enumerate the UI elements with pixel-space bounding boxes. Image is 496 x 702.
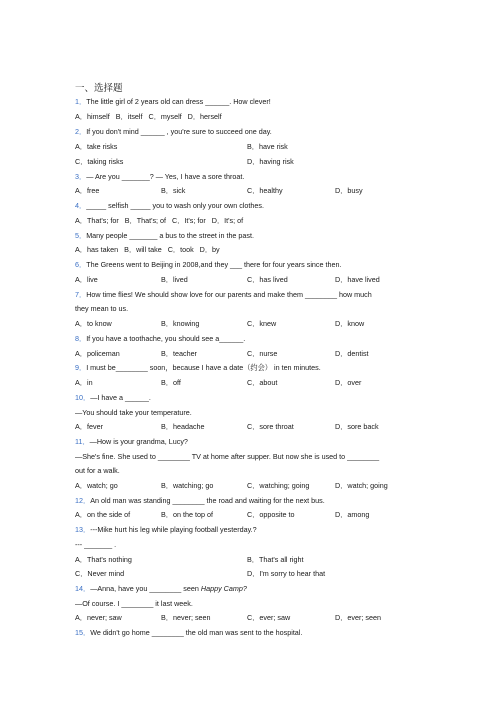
- question-13-stem-continued: --- _______ .: [75, 540, 117, 549]
- question-13-stem: 13．---Mike hurt his leg while playing football yesterday.?: [75, 525, 257, 534]
- question-11-stem-continued: —She's fine. She used to ________ TV at home after supper. But now she is used to ________: [75, 452, 380, 461]
- option-c[interactable]: C．sore throat: [247, 422, 294, 431]
- option-c[interactable]: C．Never mind: [75, 569, 125, 578]
- option-d[interactable]: D．by: [199, 245, 220, 254]
- option-d[interactable]: D．among: [335, 510, 370, 519]
- option-d[interactable]: D．ever; seen: [335, 613, 381, 622]
- section-title: 一、选择题: [75, 83, 123, 94]
- option-d[interactable]: D．have lived: [335, 275, 380, 284]
- option-d[interactable]: D．dentist: [335, 349, 369, 358]
- option-d[interactable]: D．It's; of: [211, 216, 244, 225]
- option-b[interactable]: B．teacher: [161, 349, 197, 358]
- option-a[interactable]: A．That's; for: [75, 216, 119, 225]
- question-14-options: [75, 613, 435, 623]
- option-c[interactable]: C．myself: [148, 112, 182, 121]
- question-10-options: [75, 422, 435, 432]
- option-c[interactable]: C．has lived: [247, 275, 288, 284]
- option-b[interactable]: B．off: [161, 378, 181, 387]
- option-c[interactable]: C．nurse: [247, 349, 278, 358]
- question-1-options: [75, 112, 226, 122]
- option-d[interactable]: D．watch; going: [335, 481, 388, 490]
- question-13-options-row1: [75, 555, 435, 565]
- option-a[interactable]: A．himself: [75, 112, 110, 121]
- question-15-stem: 15．We didn't go home ________ the old man was sent to the hospital.: [75, 628, 303, 637]
- question-6-options: [75, 275, 435, 285]
- option-a[interactable]: A．live: [75, 275, 98, 284]
- option-c[interactable]: C．ever; saw: [247, 613, 291, 622]
- question-8-stem: 8．If you have a toothache, you should see a______.: [75, 334, 246, 343]
- option-c[interactable]: C．about: [247, 378, 278, 387]
- question-5-options: [75, 245, 224, 255]
- option-a[interactable]: A．take risks: [75, 142, 118, 151]
- option-b[interactable]: B．lived: [161, 275, 188, 284]
- option-b[interactable]: B．never; seen: [161, 613, 211, 622]
- question-2-options-row2: [75, 157, 435, 167]
- question-4-stem: 4．_____ selfish _____ you to wash only your own clothes.: [75, 201, 264, 210]
- question-11-stem-continued-2: out for a walk.: [75, 466, 120, 475]
- question-3-options: [75, 186, 435, 196]
- option-a[interactable]: A．on the side of: [75, 510, 131, 519]
- question-8-options: [75, 349, 435, 359]
- question-11-stem: 11．—How is your grandma, Lucy?: [75, 437, 188, 446]
- option-c[interactable]: C．knew: [247, 319, 277, 328]
- question-12-stem: 12．An old man was standing ________ the road and waiting for the next bus.: [75, 496, 325, 505]
- question-1-stem: 1．The little girl of 2 years old can dress ______. How clever!: [75, 97, 271, 106]
- option-d[interactable]: D．herself: [187, 112, 222, 121]
- option-a[interactable]: A．never; saw: [75, 613, 122, 622]
- option-a[interactable]: A．in: [75, 378, 93, 387]
- option-a[interactable]: A．free: [75, 186, 100, 195]
- question-9-options: [75, 378, 435, 388]
- option-a[interactable]: A．That's nothing: [75, 555, 132, 564]
- option-b[interactable]: B．That's all right: [247, 555, 304, 564]
- option-c[interactable]: C．healthy: [247, 186, 283, 195]
- option-b[interactable]: B．watching; go: [161, 481, 214, 490]
- question-9-stem: 9．I must be________ soon，because I have a date（约会） in ten minutes.: [75, 363, 321, 372]
- question-10-stem: 10．—I have a ______.: [75, 393, 151, 402]
- question-4-options: [75, 216, 247, 226]
- question-7-stem: 7．How time flies! We should show love for our parents and make them ________ how much: [75, 290, 372, 299]
- option-a[interactable]: A．has taken: [75, 245, 119, 254]
- question-6-stem: 6．The Greens went to Beijing in 2008,and they ___ there for four years since then.: [75, 260, 342, 269]
- question-14-stem: 14．—Anna, have you ________ seen Happy Camp?: [75, 584, 247, 593]
- question-13-options-row2: [75, 569, 435, 579]
- option-b[interactable]: B．headache: [161, 422, 205, 431]
- question-2-options-row1: [75, 142, 435, 152]
- option-a[interactable]: A．policeman: [75, 349, 120, 358]
- question-11-options: [75, 481, 435, 491]
- option-d[interactable]: D．busy: [335, 186, 363, 195]
- option-a[interactable]: A．fever: [75, 422, 103, 431]
- option-d[interactable]: D．I'm sorry to hear that: [247, 569, 326, 578]
- option-b[interactable]: B．That's; of: [124, 216, 167, 225]
- question-7-options: [75, 319, 435, 329]
- option-a[interactable]: A．to know: [75, 319, 112, 328]
- option-d[interactable]: D．know: [335, 319, 365, 328]
- question-12-options: [75, 510, 435, 520]
- option-d[interactable]: D．sore back: [335, 422, 379, 431]
- option-b[interactable]: B．knowing: [161, 319, 200, 328]
- question-2-stem: 2．If you don't mind ______ , you're sure to succeed one day.: [75, 127, 272, 136]
- option-c[interactable]: C．taking risks: [75, 157, 124, 166]
- option-b[interactable]: B．sick: [161, 186, 186, 195]
- question-7-stem-continued: they mean to us.: [75, 304, 129, 313]
- question-3-stem: 3．— Are you _______? — Yes, I have a sore throat.: [75, 172, 245, 181]
- question-5-stem: 5．Many people _______ a bus to the street in the past.: [75, 231, 255, 240]
- question-10-stem-continued: —You should take your temperature.: [75, 408, 192, 417]
- option-b[interactable]: B．have risk: [247, 142, 288, 151]
- option-d[interactable]: D．over: [335, 378, 362, 387]
- option-d[interactable]: D．having risk: [247, 157, 294, 166]
- option-c[interactable]: C．watching; going: [247, 481, 310, 490]
- option-b[interactable]: B．itself: [115, 112, 143, 121]
- option-c[interactable]: C．opposite to: [247, 510, 295, 519]
- option-a[interactable]: A．watch; go: [75, 481, 118, 490]
- option-c[interactable]: C．took: [167, 245, 194, 254]
- option-b[interactable]: B．will take: [124, 245, 162, 254]
- option-c[interactable]: C．It's; for: [172, 216, 206, 225]
- option-b[interactable]: B．on the top of: [161, 510, 213, 519]
- question-14-stem-continued: —Of course. I ________ it last week.: [75, 599, 193, 608]
